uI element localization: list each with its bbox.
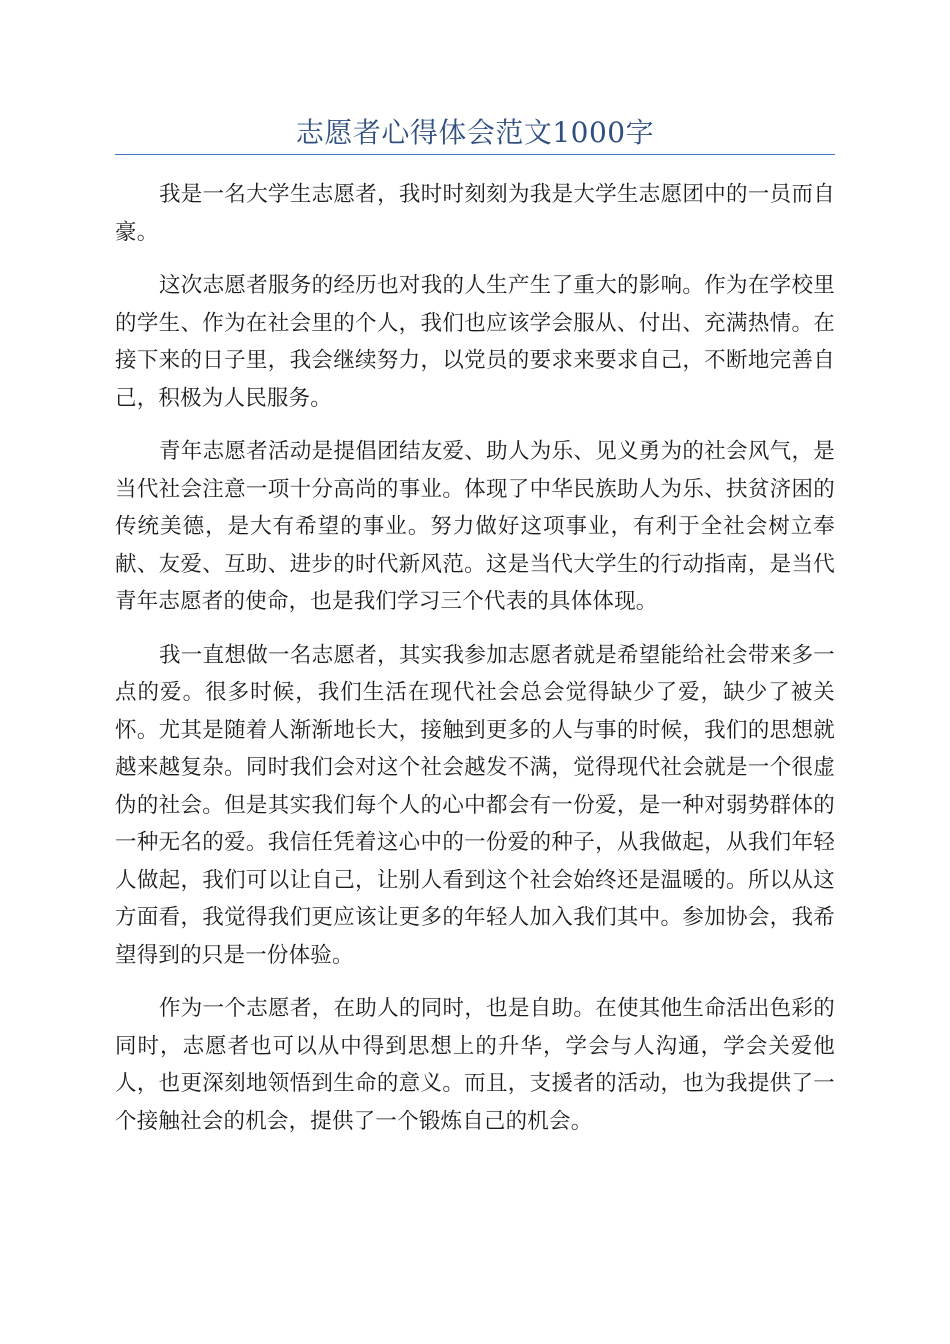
paragraph-2: 这次志愿者服务的经历也对我的人生产生了重大的影响。作为在学校里的学生、作为在社会里的个人，我们也应该学会服从、付出、充满热情。在接下来的日子里，我会继续努力，以党员的要求来要求自己，不断地完善自己，积极为人民服务。 (115, 273, 835, 411)
page-title: 志愿者心得体会范文1000字 (295, 116, 655, 149)
title-underline (115, 154, 835, 155)
paragraph-5: 作为一个志愿者，在助人的同时，也是自助。在使其他生命活出色彩的同时，志愿者也可以从中得到思想上的升华，学会与人沟通，学会关爱他人，也更深刻地领悟到生命的意义。而且，支援者的活动，也为我提供了一个接触社会的机会，提供了一个锻炼自己的机会。 (115, 996, 835, 1134)
paragraph-3: 青年志愿者活动是提倡团结友爱、助人为乐、见义勇为的社会风气，是当代社会注意一项十分高尚的事业。体现了中华民族助人为乐、扶贫济困的传统美德，是大有希望的事业。努力做好这项事业，有利于全社会树立奉献、友爱、互助、进步的时代新风范。这是当代大学生的行动指南，是当代青年志愿者的使命，也是我们学习三个代表的具体体现。 (115, 439, 835, 614)
paragraph-4: 我一直想做一名志愿者，其实我参加志愿者就是希望能给社会带来多一点的爱。很多时候，我们生活在现代社会总会觉得缺少了爱，缺少了被关怀。尤其是随着人渐渐地长大，接触到更多的人与事的时候，我们的思想就越来越复杂。同时我们会对这个社会越发不满，觉得现代社会就是一个很虚伪的社会。但是其实我们每个人的心中都会有一份爱，是一种对弱势群体的一种无名的爱。我信任凭着这心中的一份爱的种子，从我做起，从我们年轻人做起，我们可以让自己，让别人看到这个社会始终还是温暖的。所以从这方面看，我觉得我们更应该让更多的年轻人加入我们其中。参加协会，我希望得到的只是一份体验。 (115, 642, 835, 968)
paragraph-1: 我是一名大学生志愿者，我时时刻刻为我是大学生志愿团中的一员而自豪。 (115, 182, 835, 245)
document-body (115, 176, 835, 1156)
